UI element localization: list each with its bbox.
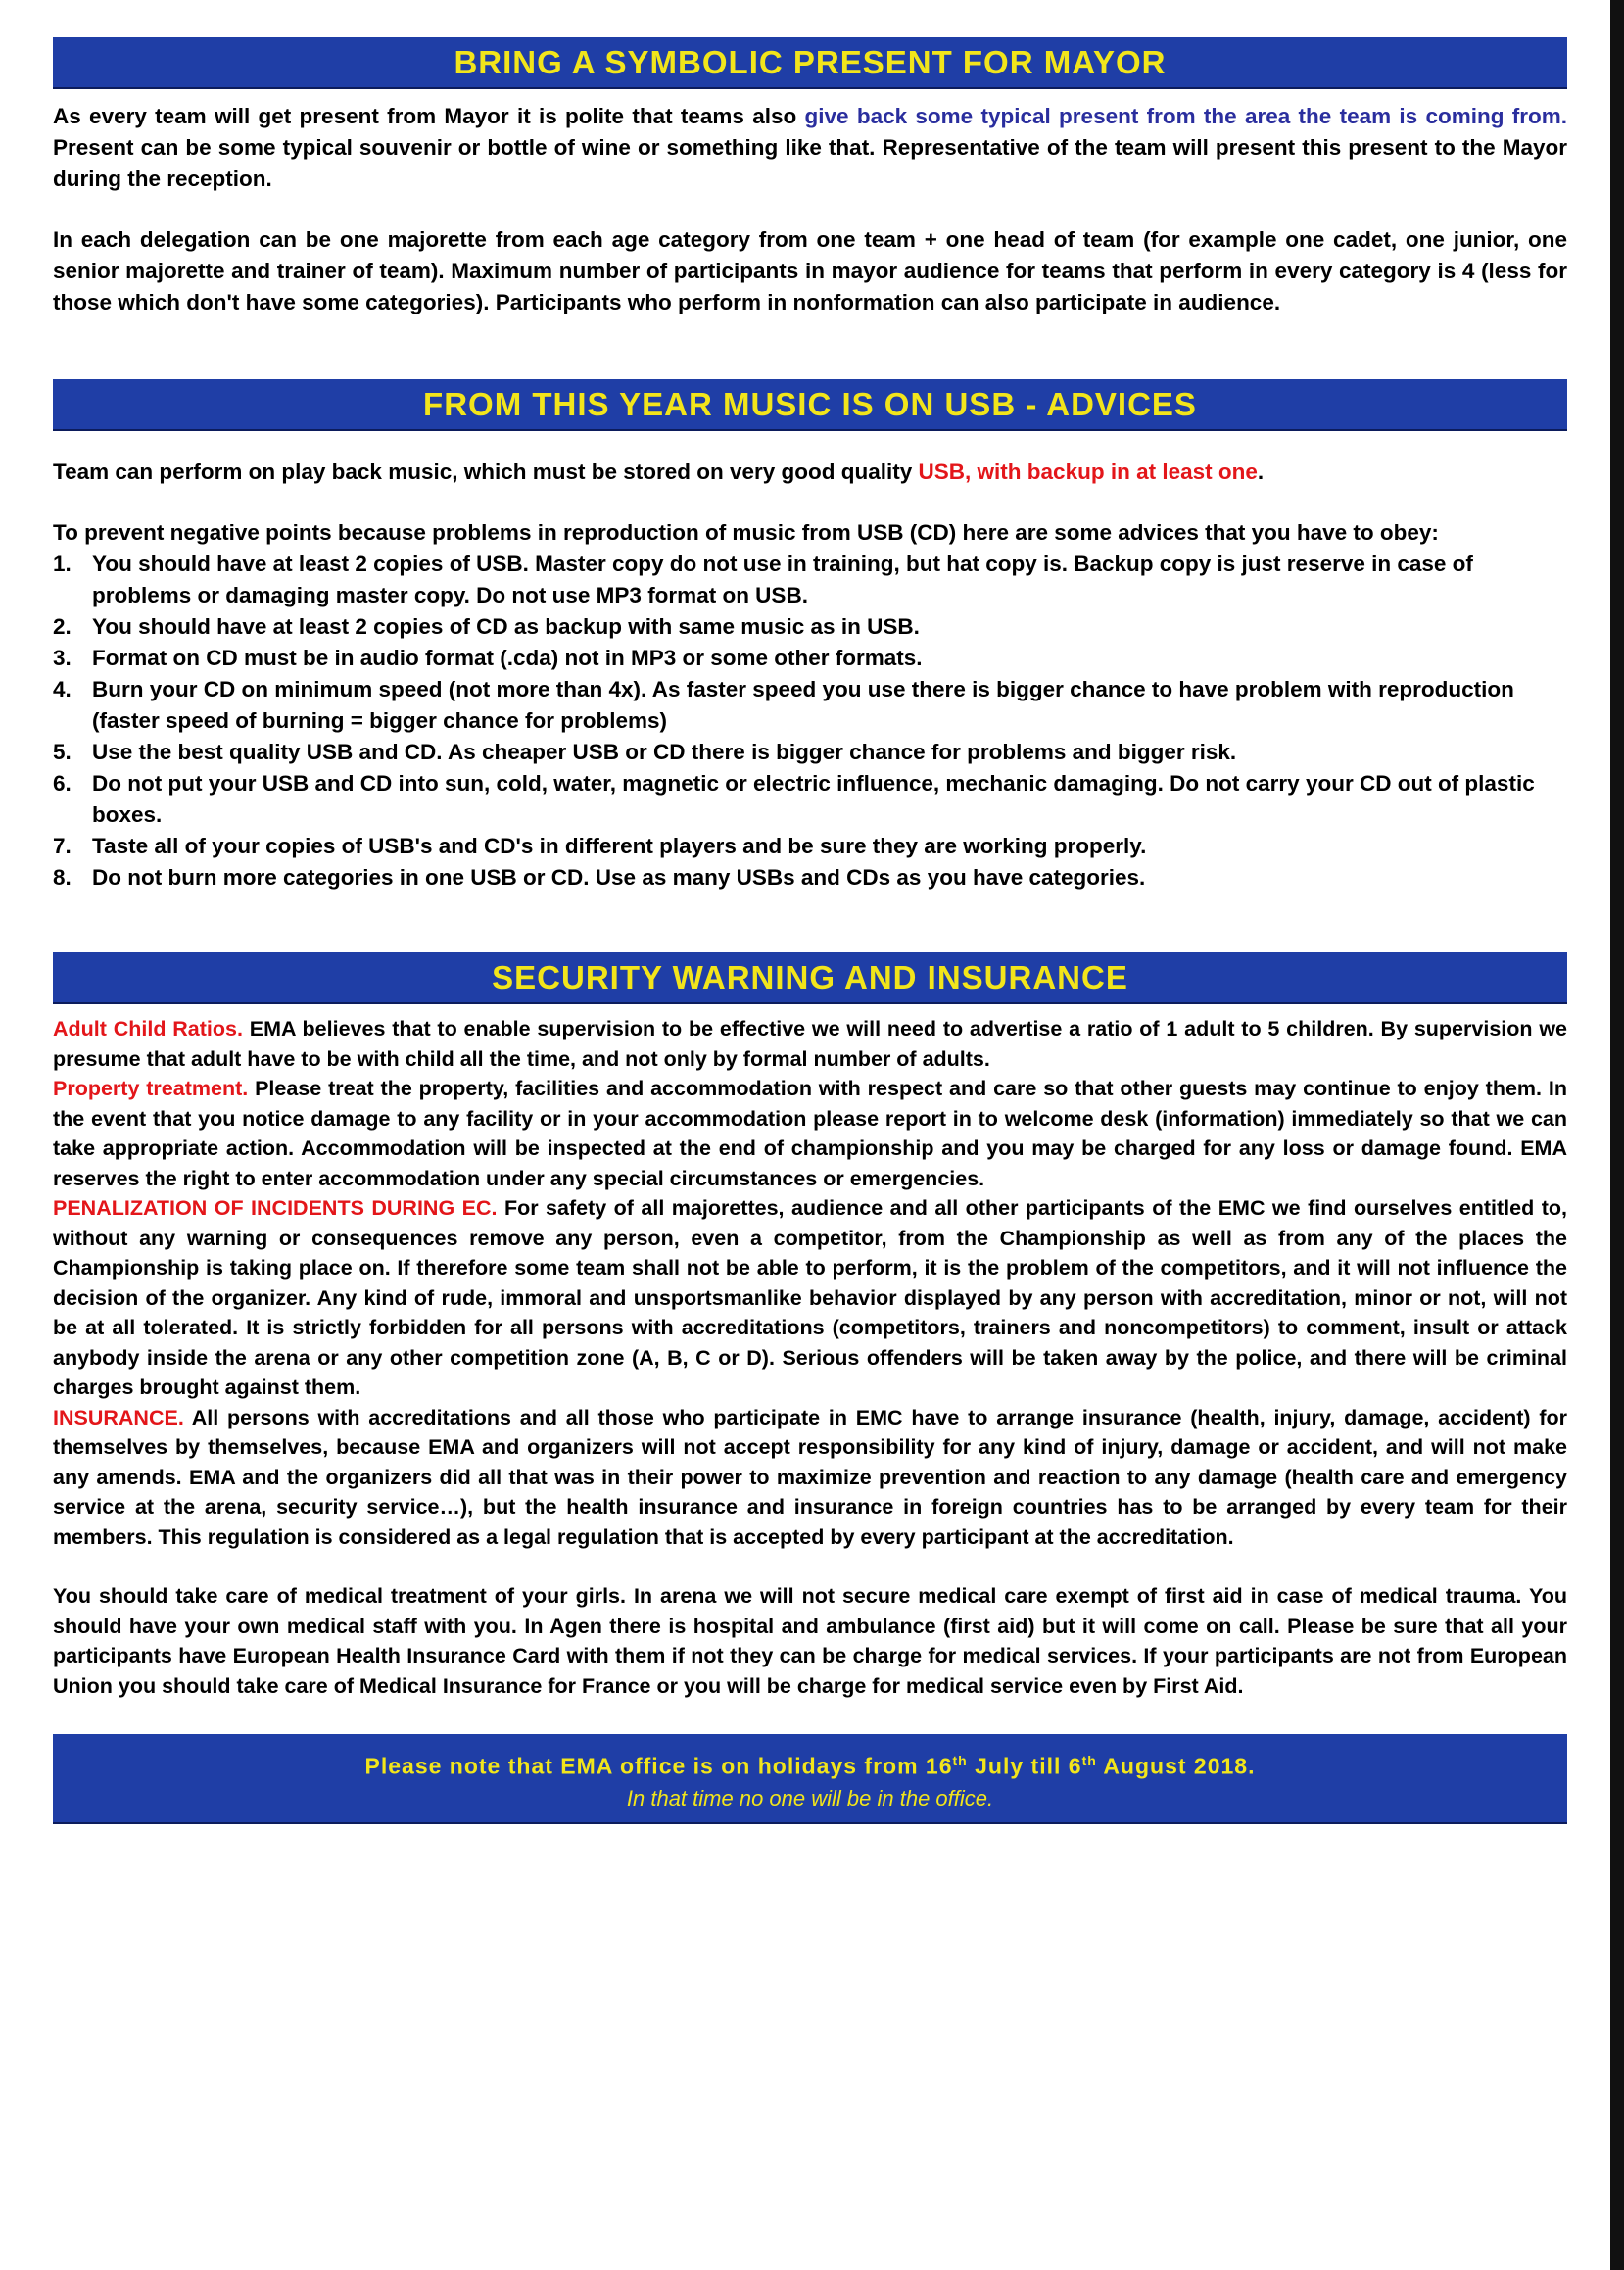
list-number: 4. xyxy=(53,677,72,701)
list-item xyxy=(53,862,1567,894)
text-run: EMA believes that to enable supervision to be effective we will need to advertise a ratio of 1 adult to 5 children. By supervision we presume that adult have to be with child all the time, and not only by formal number of adults. xyxy=(53,1017,1567,1071)
list-text: Burn your CD on minimum speed (not more than 4x). As faster speed you use there is bigger chance to have problem with reproduction (faster speed of burning = bigger chance for problems) xyxy=(92,677,1514,733)
text-run: As every team will get present from Mayor it is polite that teams also xyxy=(53,104,805,128)
list-item xyxy=(53,611,1567,643)
list-text: Use the best quality USB and CD. As cheaper USB or CD there is bigger chance for problems and bigger risk. xyxy=(92,740,1237,764)
list-item xyxy=(53,549,1567,611)
text-run: For safety of all majorettes, audience and all other participants of the EMC we find ourselves entitled to, without any warning or consequences remove any person, even a competitor, from the Championship as well as from any of the places the Championship is taking place on. If therefore some team shall not be able to perform, it is the problem of the competitors, and it will not influence the decision of the organizer. Any kind of rude, immoral and unsportsmanlike behavior displayed by any person with accreditation, minor or not, will not be at all tolerated. It is strictly forbidden for all persons with accreditations (competitors, trainers and noncompetitors) to comment, insult or attack anybody inside the arena or any other competition zone (A, B, C or D). Serious offenders will be taken away by the police, and there will be criminal charges brought against them. xyxy=(53,1196,1567,1399)
list-text: You should have at least 2 copies of CD as backup with same music as in USB. xyxy=(92,614,920,639)
section-heading-music: FROM THIS YEAR MUSIC IS ON USB - ADVICES xyxy=(53,379,1567,429)
document-page xyxy=(53,37,1567,1822)
text-run: . xyxy=(1257,459,1265,484)
section-heading-security: SECURITY WARNING AND INSURANCE xyxy=(53,952,1567,1002)
list-number: 2. xyxy=(53,614,72,639)
superscript: th xyxy=(1081,1753,1097,1768)
list-number: 3. xyxy=(53,646,72,670)
list-item xyxy=(53,768,1567,831)
security-property-paragraph xyxy=(53,1074,1567,1193)
list-text: You should have at least 2 copies of USB. Master copy do not use in training, but hat copy is. Backup copy is just reserve in case of problems or damaging master copy. Do not use MP3 format on USB. xyxy=(92,552,1473,607)
present-paragraph-1 xyxy=(53,101,1567,195)
list-number: 5. xyxy=(53,740,72,764)
run-in-heading: Adult Child Ratios. xyxy=(53,1017,243,1040)
text-run: Present can be some typical souvenir or bottle of wine or something like that. Representative of the team will present this present to the Mayor during the reception. xyxy=(53,135,1567,191)
holiday-notice-line-2: In that time no one will be in the office. xyxy=(626,1785,994,1811)
list-number: 6. xyxy=(53,771,72,796)
music-paragraph-2: To prevent negative points because problems in reproduction of music from USB (CD) here are some advices that you have to obey: xyxy=(53,520,1439,545)
holiday-notice-line-1 xyxy=(53,1744,1567,1783)
music-paragraph-1 xyxy=(53,457,1567,488)
text-run: Please treat the property, facilities and accommodation with respect and care so that other guests may continue to enjoy them. In the event that you notice damage to any facility or in your accommodation please report in to welcome desk (information) immediately so that we can take appropriate action. Accommodation will be inspected at the end of championship and you may be charged for any loss or damage found. EMA reserves the right to enter accommodation under any special circumstances or emergencies. xyxy=(53,1077,1567,1190)
text-run: Please note that EMA office is on holidays from 16 xyxy=(364,1753,953,1779)
list-text: Taste all of your copies of USB's and CD's in different players and be sure they are working properly. xyxy=(92,834,1147,858)
page-edge xyxy=(1610,0,1624,2270)
highlight-text: give back some typical present from the area the team is coming from. xyxy=(804,104,1567,128)
list-item xyxy=(53,643,1567,674)
run-in-heading: Property treatment. xyxy=(53,1077,249,1100)
holiday-notice xyxy=(53,1734,1567,1822)
text-run: July till 6 xyxy=(967,1753,1082,1779)
text-run: Team can perform on play back music, which must be stored on very good quality xyxy=(53,459,919,484)
highlight-text: USB, with backup in at least one xyxy=(918,459,1258,484)
text-run: All persons with accreditations and all those who participate in EMC have to arrange insurance (health, injury, damage, accident) for themselves by themselves, because EMA and organizers will not accept responsibility for any kind of injury, damage or accident, and will not make any amends. EMA and the organizers did all that was in their power to maximize prevention and reaction to any damage (health care and emergency service at the arena, security service…), but the health insurance and insurance in foreign countries has to be arranged by every team for their members. This regulation is considered as a legal regulation that is accepted by every participant at the accreditation. xyxy=(53,1405,1567,1549)
superscript: th xyxy=(952,1753,968,1768)
medical-paragraph: You should take care of medical treatment of your girls. In arena we will not secure medical care exempt of first aid in case of medical trauma. You should have your own medical staff with you. In Agen there is hospital and ambulance (first aid) but it will come on call. Please be sure that all your participants have European Health Insurance Card with them if not they can be charge for medical services. If your participants are not from European Union you should take care of Medical Insurance for France or you will be charge for medical service even by First Aid. xyxy=(53,1584,1567,1698)
list-text: Do not burn more categories in one USB or CD. Use as many USBs and CDs as you have categories. xyxy=(92,865,1146,890)
run-in-heading: PENALIZATION OF INCIDENTS DURING EC. xyxy=(53,1196,498,1220)
advice-list xyxy=(53,549,1567,894)
list-text: Do not put your USB and CD into sun, cold, water, magnetic or electric influence, mechanic damaging. Do not carry your CD out of plastic boxes. xyxy=(92,771,1535,827)
security-ratio-paragraph xyxy=(53,1014,1567,1074)
list-item xyxy=(53,831,1567,862)
list-item xyxy=(53,737,1567,768)
security-insurance-paragraph xyxy=(53,1403,1567,1553)
text-run: August 2018. xyxy=(1096,1753,1256,1779)
run-in-heading: INSURANCE. xyxy=(53,1405,184,1429)
section-heading-present: BRING A SYMBOLIC PRESENT FOR MAYOR xyxy=(53,37,1567,87)
present-paragraph-2: In each delegation can be one majorette from each age category from one team + one head of team (for example one cadet, one junior, one senior majorette and trainer of team). Maximum number of participants in mayor audience for teams that perform in every category is 4 (less for those which don't have some categories). Participants who perform in nonformation can also participate in audience. xyxy=(53,227,1567,314)
list-item xyxy=(53,674,1567,737)
list-text: Format on CD must be in audio format (.cda) not in MP3 or some other formats. xyxy=(92,646,923,670)
list-number: 1. xyxy=(53,552,72,576)
list-number: 8. xyxy=(53,865,72,890)
list-number: 7. xyxy=(53,834,72,858)
security-penalization-paragraph xyxy=(53,1193,1567,1403)
